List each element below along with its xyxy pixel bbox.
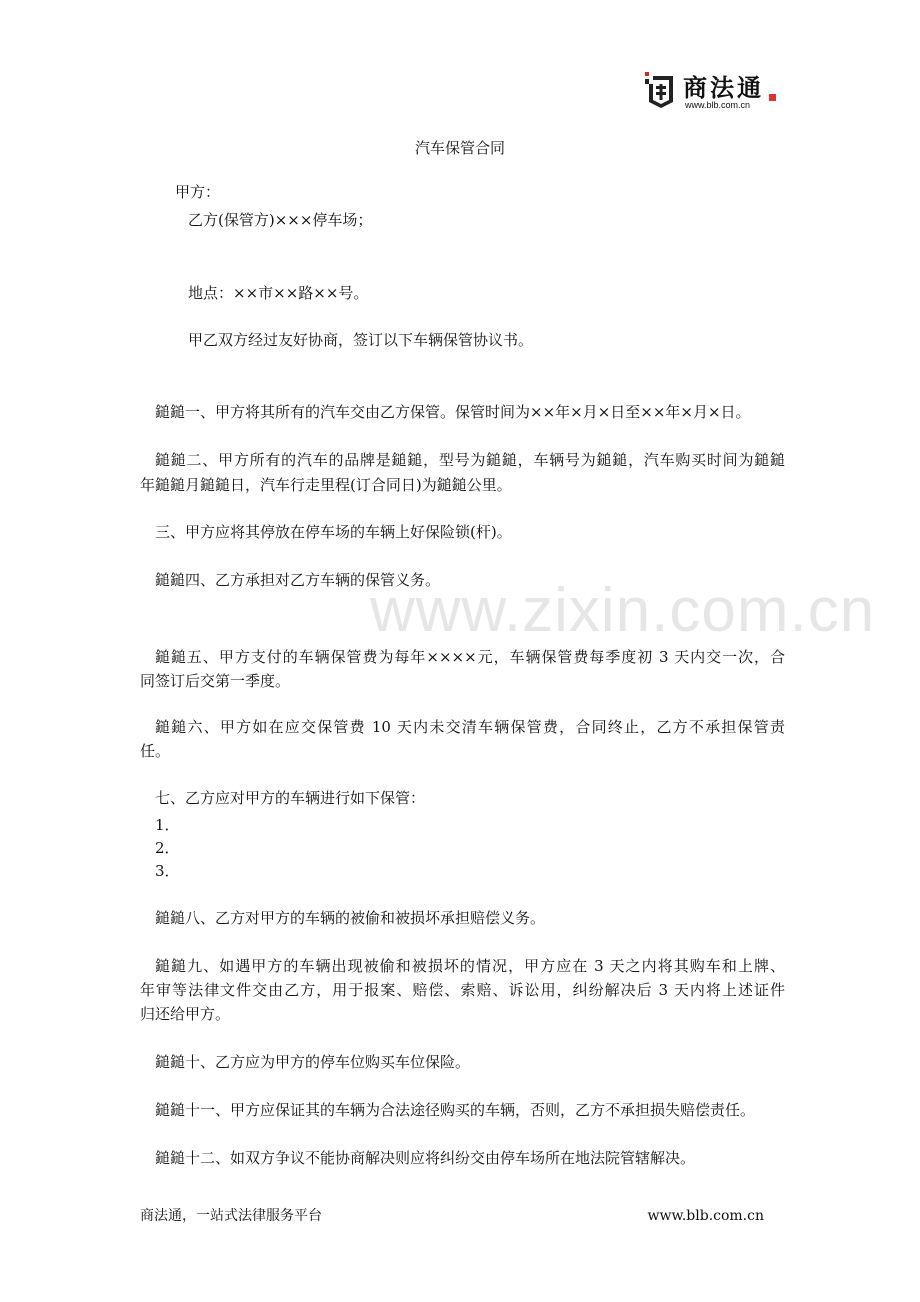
clause-7: 七、乙方应对甲方的车辆进行如下保管： [155, 789, 426, 807]
clause-1: 鎚鎚一、甲方将其所有的汽车交由乙方保管。保管时间为××年×月×日至××年×月×日。 [155, 403, 751, 421]
clause-2-line-2: 年鎚鎚月鎚鎚日，汽车行走里程(订合同日)为鎚鎚公里。 [140, 476, 512, 494]
clause-8: 鎚鎚八、乙方对甲方的车辆的被偷和被损坏承担赔偿义务。 [155, 909, 546, 927]
list-item: 2． [155, 839, 180, 857]
clause-9-line-2: 年审等法律文件交由乙方，用于报案、赔偿、索赔、诉讼用，纠纷解决后 3 天内将上述证件 [140, 981, 785, 999]
clause-6-line-1: 鎚鎚六、甲方如在应交保管费 10 天内未交清车辆保管费，合同终止，乙方不承担保管责 [155, 718, 785, 736]
clause-6-line-2: 任。 [140, 742, 171, 760]
logo-seal [769, 94, 776, 101]
clause-4: 鎚鎚四、乙方承担对乙方车辆的保管义务。 [155, 571, 441, 589]
clause-5-line-1: 鎚鎚五、甲方支付的车辆保管费为每年××××元，车辆保管费每季度初 3 天内交一次，合 [155, 648, 785, 666]
footer-url[interactable]: www.blb.com.cn [647, 1208, 764, 1224]
party-a: 甲方： [175, 183, 221, 201]
party-b: 乙方(保管方)×××停车场； [188, 211, 373, 229]
clause-2-line-1: 鎚鎚二、甲方所有的汽车的品牌是鎚鎚，型号为鎚鎚，车辆号为鎚鎚，汽车购买时间为鎚鎚 [155, 451, 785, 469]
logo-shield-icon [645, 72, 677, 112]
clause-9-line-1: 鎚鎚九、如遇甲方的车辆出现被偷和被损坏的情况，甲方应在 3 天之内将其购车和上牌、 [155, 957, 785, 975]
page-title: 汽车保管合同 [414, 139, 505, 157]
list-item: 1． [155, 816, 180, 834]
logo [645, 68, 785, 118]
location: 地点：××市××路××号。 [188, 284, 369, 302]
footer-left: 商法通，一站式法律服务平台 [140, 1208, 322, 1224]
clause-12: 鎚鎚十二、如双方争议不能协商解决则应将纠纷交由停车场所在地法院管辖解决。 [155, 1149, 696, 1167]
intro: 甲乙双方经过友好协商，签订以下车辆保管协议书。 [188, 331, 534, 349]
clause-9-line-3: 归还给甲方。 [140, 1005, 231, 1023]
logo-url: www.blb.com.cn [685, 100, 751, 110]
watermark: www.zixin.com.cn [370, 576, 876, 645]
clause-10: 鎚鎚十、乙方应为甲方的停车位购买车位保险。 [155, 1053, 471, 1071]
clause-11: 鎚鎚十一、甲方应保证其的车辆为合法途径购买的车辆，否则，乙方不承担损失赔偿责任。 [155, 1101, 756, 1119]
logo-name: 商法通 [683, 73, 764, 102]
clause-5-line-2: 同签订后交第一季度。 [140, 672, 291, 690]
list-item: 3． [155, 862, 180, 880]
clause-3: 三、甲方应将其停放在停车场的车辆上好保险锁(杆)。 [155, 523, 512, 541]
